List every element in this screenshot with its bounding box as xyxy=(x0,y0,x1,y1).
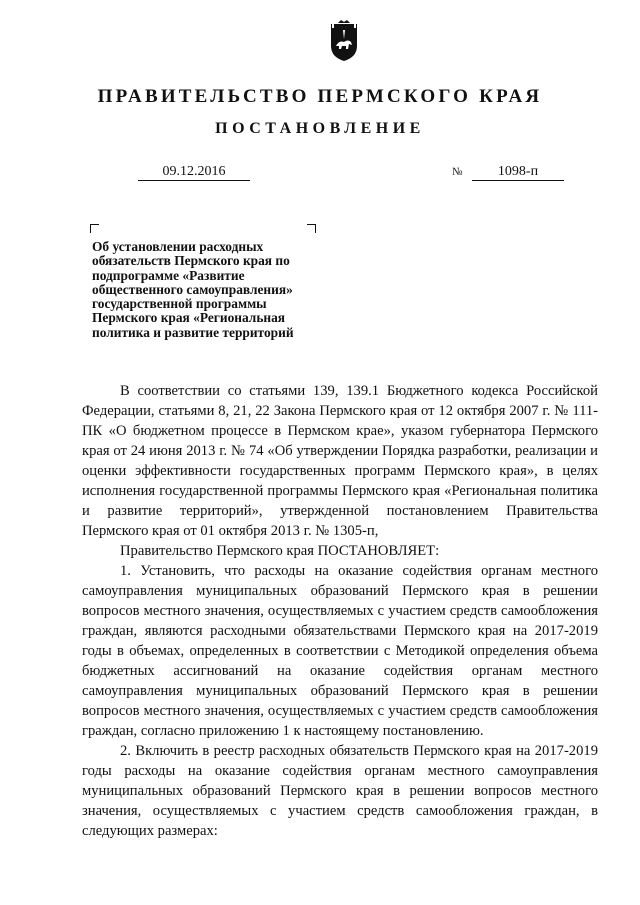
clause-2-paragraph: 2. Включить в реестр расходных обязательств Пермского края на 2017-2019 годы расходы на оказание содействия органам местного самоуправления муниципальных образований Пермского края в решении вопросов местного значения, осуществляемых с участием средств самообложения граждан, в следующих размерах: xyxy=(82,743,598,839)
clause-1-paragraph: 1. Установить, что расходы на оказание содействия органам местного самоуправления муниципальных образований Пермского края в решении вопросов местного значения, осуществляемых с участием средств самообложения граждан, являются расходными обязательствами Пермского края на 2017-2019 годы в объемах, определенных в соответствии с Методикой определения объема бюджетных ассигнований на оказание содействия органам местного самоуправления муниципальных образований Пермского края в решении вопросов местного значения, осуществляемых с участием средств самообложения граждан, согласно приложению 1 к настоящему постановлению. xyxy=(82,563,598,739)
resolution-paragraph: Правительство Пермского края ПОСТАНОВЛЯЕТ: xyxy=(120,543,440,559)
subject-corner-right xyxy=(307,224,316,233)
document-number: 1098-п xyxy=(472,163,564,181)
number-sign: № xyxy=(452,166,463,178)
perm-coat-of-arms-icon xyxy=(330,20,358,62)
document-body xyxy=(82,381,598,841)
document-type: ПОСТАНОВЛЕНИЕ xyxy=(215,120,425,137)
preamble-paragraph: В соответствии со статьями 139, 139.1 Бюджетного кодекса Российской Федерации, статьями 8, 21, 22 Закона Пермского края от 12 октября 2007 г. № 111-ПК «О бюджетном процессе в Пермском крае», указом губернатора Пермского края от 24 июня 2013 г. № 74 «Об утверждении Порядка разработки, реализации и оценки эффективности государственных программ Пермского края», в целях исполнения государственной программы Пермского края «Региональная политика и развитие территорий», утвержденной постановлением Правительства Пермского края от 01 октября 2013 г. № 1305-п, xyxy=(82,383,598,539)
document-date: 09.12.2016 xyxy=(138,163,250,181)
subject-corner-left xyxy=(90,224,99,233)
government-title: ПРАВИТЕЛЬСТВО ПЕРМСКОГО КРАЯ xyxy=(97,86,543,107)
document-subject: Об установлении расходных обязательств Пермского края по подпрограмме «Развитие общественного самоуправления» государственной программы Пермского края «Региональная политика и развитие территорий xyxy=(92,239,294,340)
